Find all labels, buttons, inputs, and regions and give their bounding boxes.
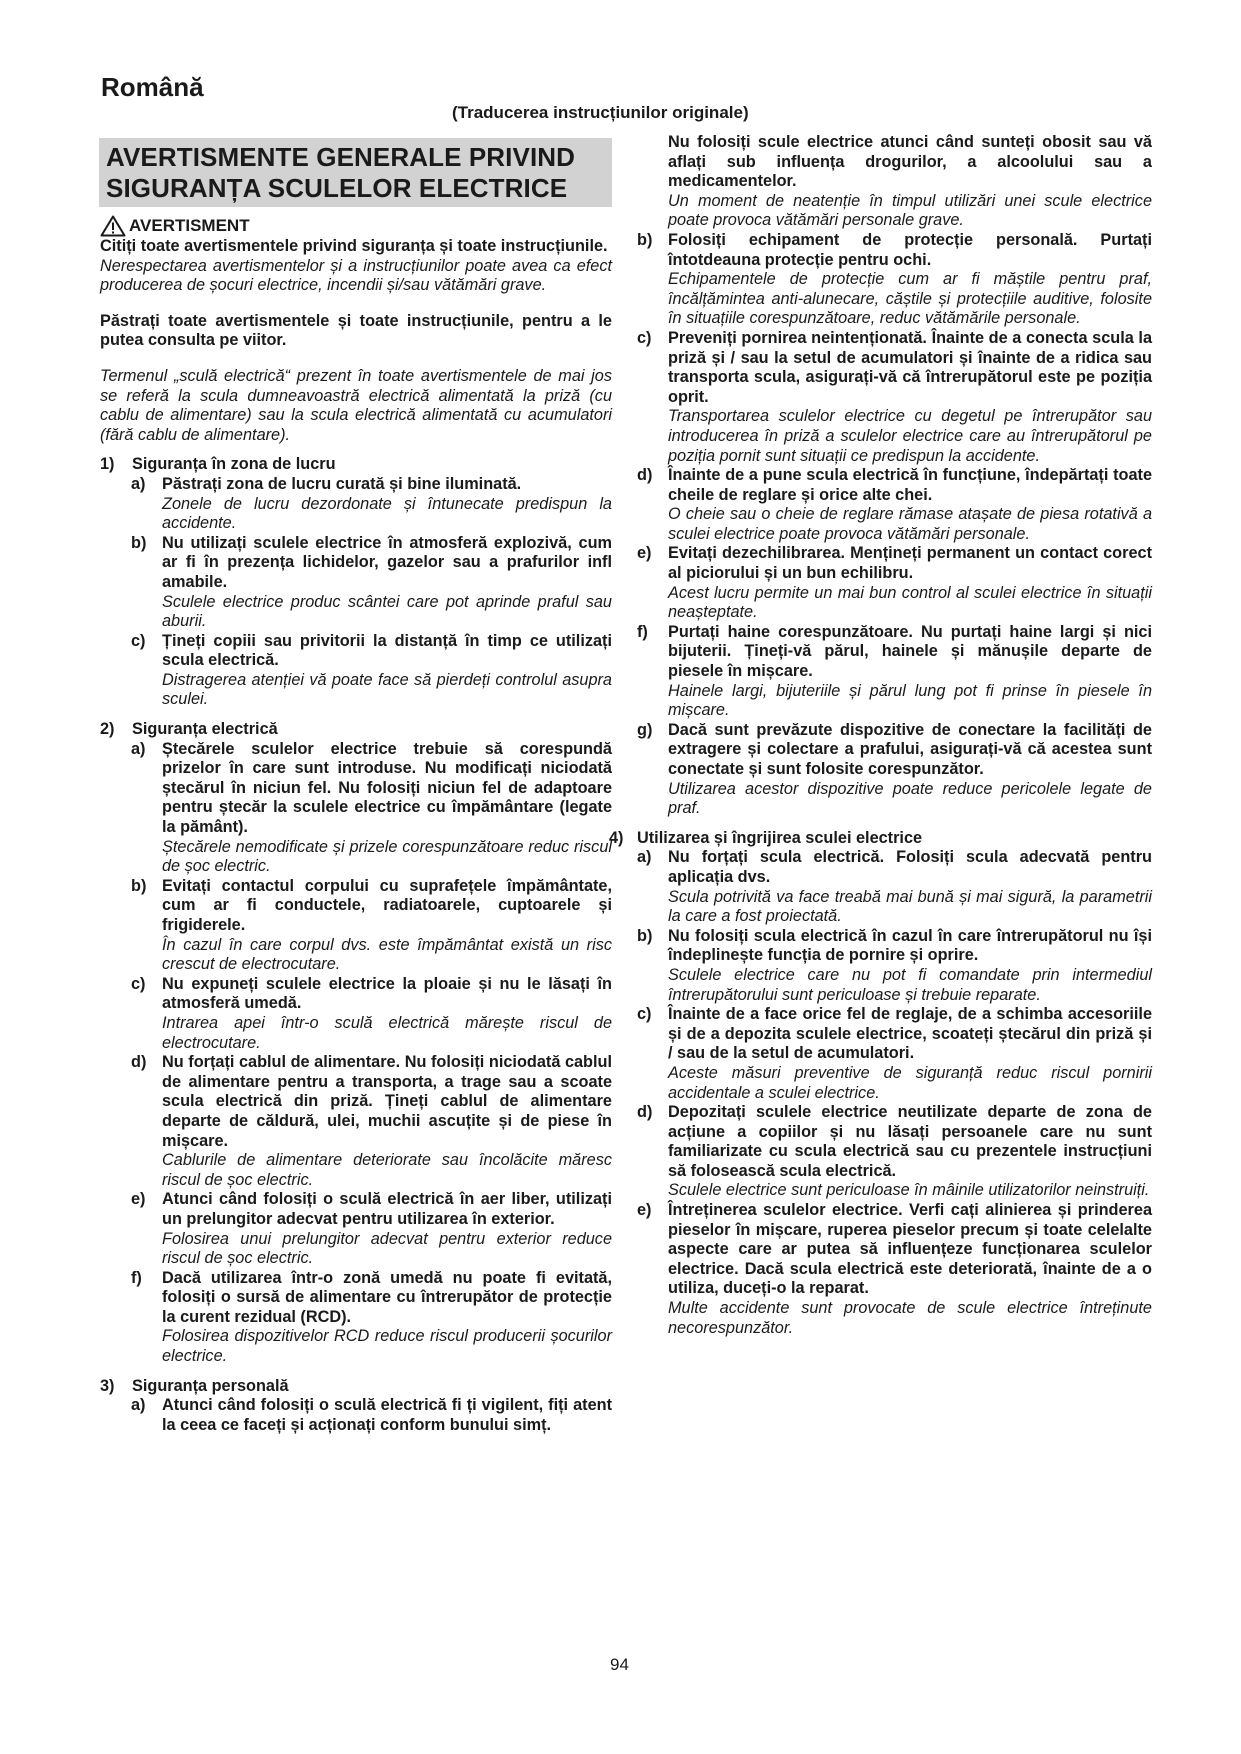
intro-keep: Păstrați toate avertismentele și toate instrucțiunile, pentru a le putea consulta pe viitor. bbox=[100, 311, 612, 350]
continued-bold: Nu folosiți scule electrice atunci când sunteți obosit sau vă aflați sub influența drogurilor, a alcoolului sau a medicamentelor. bbox=[668, 133, 1152, 191]
list-item: b) Nu utilizați sculele electrice în atmosferă explozivă, cum ar fi în prezența lichidelor, gazelor sau a prafurilor infl amabile. Sculele electrice produc scântei care pot aprinde praful sau aburii. bbox=[131, 533, 612, 631]
title-line-2: SIGURANȚA SCULELOR ELECTRICE bbox=[106, 173, 568, 203]
title-line-1: AVERTISMENTE GENERALE PRIVIND bbox=[106, 142, 576, 172]
section-3-continued bbox=[668, 133, 1152, 231]
list-item: c) Țineți copiii sau privitorii la distanță în timp ce utilizați scula electrică. Distragerea atenției vă poate face să pierdeți controlul asupra sculei. bbox=[131, 631, 612, 709]
list-item: b) Nu folosiți scula electrică în cazul în care întrerupătorul nu își îndeplinește funcția de pornire și oprire. Sculele electrice care nu pot fi comandate prin intermediul întrerupătorului sunt periculoase și trebuie reparate. bbox=[637, 926, 1152, 1004]
warning-row bbox=[100, 215, 612, 237]
intro-term: Termenul „sculă electrică“ prezent în toate avertismentele de mai jos se referă la scula dumneavoastră electrică alimentată la priză (cu cablu de alimentare) sau la scula electrică alimentată cu acumulatori (fără cablu de alimentare). bbox=[100, 366, 612, 444]
list-item: f) Dacă utilizarea într-o zonă umedă nu poate fi evitată, folosiți o sursă de alimentare cu întrerupător de protecție la curent rezidual (RCD). Folosirea dispozitivelor RCD reduce riscul producerii șocurilor electrice. bbox=[131, 1268, 612, 1366]
list-item: a) Atunci când folosiți o sculă electrică fi ți vigilent, fiți atent la ceea ce faceți și acționați conform bunului simț. bbox=[131, 1396, 612, 1434]
warning-triangle-icon bbox=[100, 215, 126, 237]
section-heading-4: 4) Utilizarea și îngrijirea sculei electrice bbox=[609, 828, 923, 847]
section-2-items bbox=[131, 740, 612, 1367]
list-item: g) Dacă sunt prevăzute dispozitive de conectare la facilități de extragere și colectare a prafului, asigurați-vă că acestea sunt conectate și sunt folosite corespunzător. Utilizarea acestor dispozitive poate reduce pericolele legate de praf. bbox=[637, 720, 1152, 818]
section-heading-3: 3) Siguranța personală bbox=[100, 1376, 289, 1395]
section-1-items bbox=[131, 475, 612, 710]
list-item: e) Întreținerea sculelor electrice. Verfi cați alinierea și prinderea pieselor în mișcare, ruperea pieselor precum și toate celelalte aspecte care ar putea să influențeze funcționarea sculelor electrice. Dacă scula electrică este deteriorată, înainte de a o utiliza, duceți-o la reparat. Multe accidente sunt provocate de scule electrice întreținute necorespunzător. bbox=[637, 1201, 1152, 1337]
language-heading: Română bbox=[101, 72, 204, 102]
list-item: c) Nu expuneți sculele electrice la ploaie și nu le lăsați în atmosferă umedă. Intrarea apei într-o sculă electrică mărește riscul de electrocutare. bbox=[131, 974, 612, 1052]
list-item: c) Înainte de a face orice fel de reglaje, de a schimba accesoriile și de a depozita sculele electrice, scoateți ștecărul din priză și / sau de la setul de acumulatori. Aceste măsuri preventive de siguranță reduc riscul pornirii accidentale a sculei electrice. bbox=[637, 1005, 1152, 1102]
list-item: e) Evitați dezechilibrarea. Mențineți permanent un contact corect al piciorului și un bun echilibru. Acest lucru permite un mai bun control al sculei electrice în situații neașteptate. bbox=[637, 544, 1152, 622]
intro-read-all: Citiți toate avertismentele privind siguranța și toate instrucțiunile. bbox=[100, 237, 608, 255]
continued-italic: Un moment de neatenție în timpul utilizări unei scule electrice poate provoca vătămări personale grave. bbox=[668, 191, 1152, 230]
list-item: e) Atunci când folosiți o sculă electrică în aer liber, utilizați un prelungitor adecvat pentru utilizarea în exterior. Folosirea unui prelungitor adecvat pentru exterior reduce riscul de șoc electric. bbox=[131, 1190, 612, 1268]
section-3-items-continued bbox=[637, 231, 1152, 819]
list-item: d) Înainte de a pune scula electrică în funcțiune, îndepărtați toate cheile de reglare și orice alte chei. O cheie sau o cheie de reglare rămase atașate de piesa rotativă a sculei electrice poate provoca vătămări personale. bbox=[637, 466, 1152, 543]
list-item: d) Depozitați sculele electrice neutilizate departe de zona de acțiune a copiilor și nu lăsați persoanele care nu sunt familiarizate cu scula electrică sau cu prezentele instrucțiuni să folosească scula electrică. Sculele electrice sunt periculoase în mâinile utilizatorilor neinstruiți. bbox=[637, 1103, 1152, 1200]
list-item: d) Nu forțați cablul de alimentare. Nu folosiți niciodată cablul de alimentare pentru a transporta, a trage sau a scoate scula electrică din priză. Țineți cablul de alimentare departe de căldură, ulei, muchii ascuțite și de piese în mișcare. Cablurile de alimentare deteriorate sau încolăcite măresc riscul de șoc electric. bbox=[131, 1053, 612, 1189]
left-column bbox=[100, 134, 612, 1435]
translation-subtitle: (Traducerea instrucțiunilor originale) bbox=[452, 103, 749, 122]
list-item: c) Preveniți pornirea neintenționată. Înainte de a conecta scula la priză și / sau la setul de acumulatori și înainte de a ridica sau transporta scula, asigurați-vă că întrerupătorul este pe poziția oprit. Transportarea sculelor electrice cu degetul pe întrerupător sau introducerea în priză a sculelor electrice care au întrerupătorul pe poziția pornit sunt situații ce predispun la accidente. bbox=[637, 328, 1152, 465]
list-item: b) Folosiți echipament de protecție personală. Purtați întotdeauna protecție pentru ochi. Echipamentele de protecție cum ar fi măștile pentru praf, încălțămintea anti-alunecare, căștile și protecțiile auditive, folosite în situațiile corespunzătoare, reduc vătămările personale. bbox=[637, 230, 1152, 328]
list-item: a) Nu forțați scula electrică. Folosiți scula adecvată pentru aplicația dvs. Scula potrivită va face treabă mai bună și mai sigură, la parametrii la care a fost proiectată. bbox=[637, 848, 1152, 926]
list-item: a) Păstrați zona de lucru curată și bine iluminată. Zonele de lucru dezordonate și întunecate predispun la accidente. bbox=[131, 474, 612, 533]
warning-label: AVERTISMENT bbox=[129, 216, 250, 236]
list-item: f) Purtați haine corespunzătoare. Nu purtați haine largi și nici bijuterii. Țineți-vă părul, hainele și mănușile departe de piesele în mișcare. Hainele largi, bijuteriile și părul lung pot fi prinse în piesele în mișcare. bbox=[637, 622, 1152, 720]
list-item: a) Ștecărele sculelor electrice trebuie să corespundă prizelor în care sunt introduse. Nu modificați niciodată ștecărul în niciun fel. Nu folosiți niciun fel de adaptoare pentru ștecăr la sculele electrice cu împământare (legate la pământ). Ștecărele nemodificate și prizele corespunzătoare reduc riscul de șoc electric. bbox=[131, 739, 612, 876]
intro-consequence: Nerespectarea avertismentelor și a instrucțiunilor poate avea ca efect producerea de șocuri electrice, incendii și/sau vătămări grave. bbox=[100, 256, 612, 295]
section-3-items bbox=[131, 1396, 612, 1435]
list-item: b) Evitați contactul corpului cu suprafețele împământate, cum ar fi conductele, radiatoarele, cuptoarele și frigiderele. În cazul în care corpul dvs. este împământat există un risc crescut de electrocutare. bbox=[131, 876, 612, 974]
section-heading-2: 2) Siguranța electrică bbox=[100, 720, 278, 739]
section-heading-1: 1) Siguranța în zona de lucru bbox=[100, 455, 336, 474]
right-column bbox=[609, 133, 1152, 1338]
section-4-items bbox=[637, 848, 1152, 1338]
page-number: 94 bbox=[610, 1655, 629, 1674]
document-title bbox=[99, 138, 612, 207]
